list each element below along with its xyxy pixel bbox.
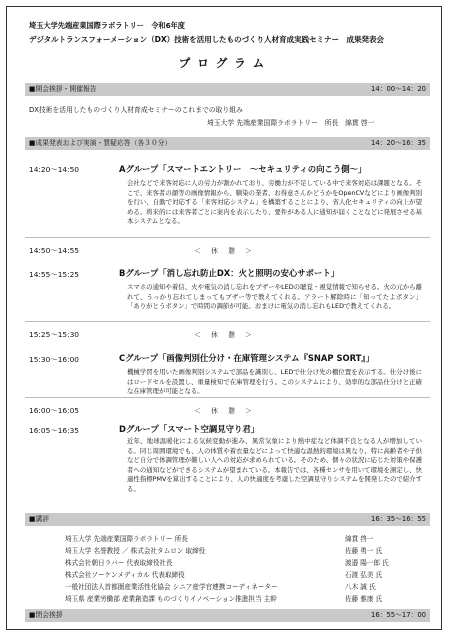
divider [25,237,430,238]
section-time: 14：20～16：35 [371,139,426,147]
group-b-time: 14:55～15:25 [29,270,79,279]
reviewer-name: 渡邉 陽一郎 氏 [345,559,389,567]
group-a-title: Aグループ「スマートエントリー ～セキュリティの向こう側～」 [119,164,367,174]
group-c-time: 15:30～16:00 [29,355,79,364]
break-1-label: ＜ 休 憩 ＞ [194,247,256,255]
opening-speaker: 埼玉大学 先端産業国際ラボラトリー 所長 綿貫 啓一 [207,119,375,127]
reviewer-name: 佐藤 雅康 氏 [345,595,383,603]
section-time: 16：55～17：00 [371,611,426,619]
group-d-title: Dグループ「スマート空調見守り君」 [119,424,260,434]
group-a-description: 会社などで来客対応に人の労力が割かれており、労働力が不足している中で来客対応は課題となる。そこで、来客者の顔等の画像情報から、馴染の業者、お得意さんかどうかをOpenCVなどにより画像判別を行い、自動で対応する「来客対応システム」を構築することにより、省人化セキュリティの向上が望める。将来的には来客者ごとに案内を表示したり、要件がある人に通知が届くことなどに発展させる基本システムとなる。 [127,179,422,226]
section-label: ■閉会挨拶 [29,611,63,619]
group-c-description: 機械学習を用いた画像判別システムで部品を識別し、LEDで仕分け先の棚位置を表示する。仕分け後にはロードセルを設置し、重量検知で在庫管理を行う。このシステムにより、効率的な部品仕分けと正確な在庫管理が可能となる。 [127,368,422,396]
header-event-title: デジタルトランスフォーメーション（DX）技術を活用したものづくり人材育成実践セミナー 成果発表会 [29,35,384,44]
section-label: ■開会挨拶・開催報告 [29,85,97,93]
reviewer-org: 埼玉大学 名誉教授 ／ 株式会社タムロン 取締役 [65,547,206,555]
section-bar-review [25,513,430,526]
break-2-label: ＜ 休 憩 ＞ [194,331,256,339]
reviewer-name: 綿貫 啓一 [345,535,374,543]
group-d-time: 16:05～16:35 [29,426,79,435]
reviewer-name: 八木 誠 氏 [345,583,376,591]
header-organizer: 埼玉大学先端産業国際ラボラトリー 令和6年度 [29,21,185,30]
divider [25,321,430,322]
section-time: 16：35～16：55 [371,515,426,523]
break-1-time: 14:50～14:55 [29,246,79,255]
divider [25,397,430,398]
reviewer-name: 佐藤 勇一 氏 [345,547,383,555]
page-title: プログラム [178,56,272,70]
group-b-description: スマホの通知や着信、火や電気の消し忘れをブザーやLEDの聴覚・視覚情報で知らせる。火の元から離れて、うっかり忘れてしまってもブザー等で教えてくれる。アラート解除時に「知ってたよボタン」「ありがとうボタン」で時間の調節が可能。おまけに電気の消し忘れもLEDで教えてくれる。 [127,283,422,311]
section-bar-opening [25,83,430,96]
reviewer-org: 埼玉県 産業労働部 産業創造課 ものづくりイノベーション推進担当 主幹 [65,595,277,603]
group-b-title: Bグループ「消し忘れ防止DX：火と照明の安心サポート」 [119,268,340,278]
section-bar-closing [25,609,430,622]
break-3-time: 16:00～16:05 [29,406,79,415]
program-page [6,6,442,630]
break-3-label: ＜ 休 憩 ＞ [194,407,256,415]
section-bar-presentations [25,137,430,150]
break-2-time: 15:25～15:30 [29,330,79,339]
reviewer-name: 石渡 弘美 氏 [345,571,383,579]
reviewer-org: 埼玉大学 先端産業国際ラボラトリー 所長 [65,535,188,543]
reviewer-org: 一般社団法人首都圏産業活性化協会 シニア産学官連携コーディネーター [65,583,278,591]
group-d-description: 近年、地球温暖化による気候変動が進み、異常気象により熱中症など体調不良となる人が増加している。同じ周囲環境でも、人の体質や着衣量などによって快適な温熱的環境は異なり、特に高齢者や子供など自分で体調管理が難しい人への対応が求められている。そのため、個々の状況に応じた対策や保護者への通知などができるシステムが望まれている。本報告では、各種センサを用いて環境を測定し、快適性指標PMVを算出することにより、人の快適度を考慮した空調見守りシステムを開発したので紹介する。 [127,437,422,493]
section-label: ■講評 [29,515,50,523]
opening-item: DX技術を活用したものづくり人材育成セミナーのこれまでの取り組み [29,106,243,114]
reviewer-org: 株式会社朝日ラバー 代表取締役社長 [65,559,173,567]
group-a-time: 14:20～14:50 [29,165,79,174]
section-time: 14：00～14：20 [371,85,426,93]
group-c-title: Cグループ「画像判別仕分け・在庫管理システム『SNAP SORT』」 [119,353,374,363]
section-label: ■成果発表および実演・質疑応答（各３０分） [29,139,172,147]
reviewer-org: 株式会社ソーケンメディカル 代表取締役 [65,571,185,579]
